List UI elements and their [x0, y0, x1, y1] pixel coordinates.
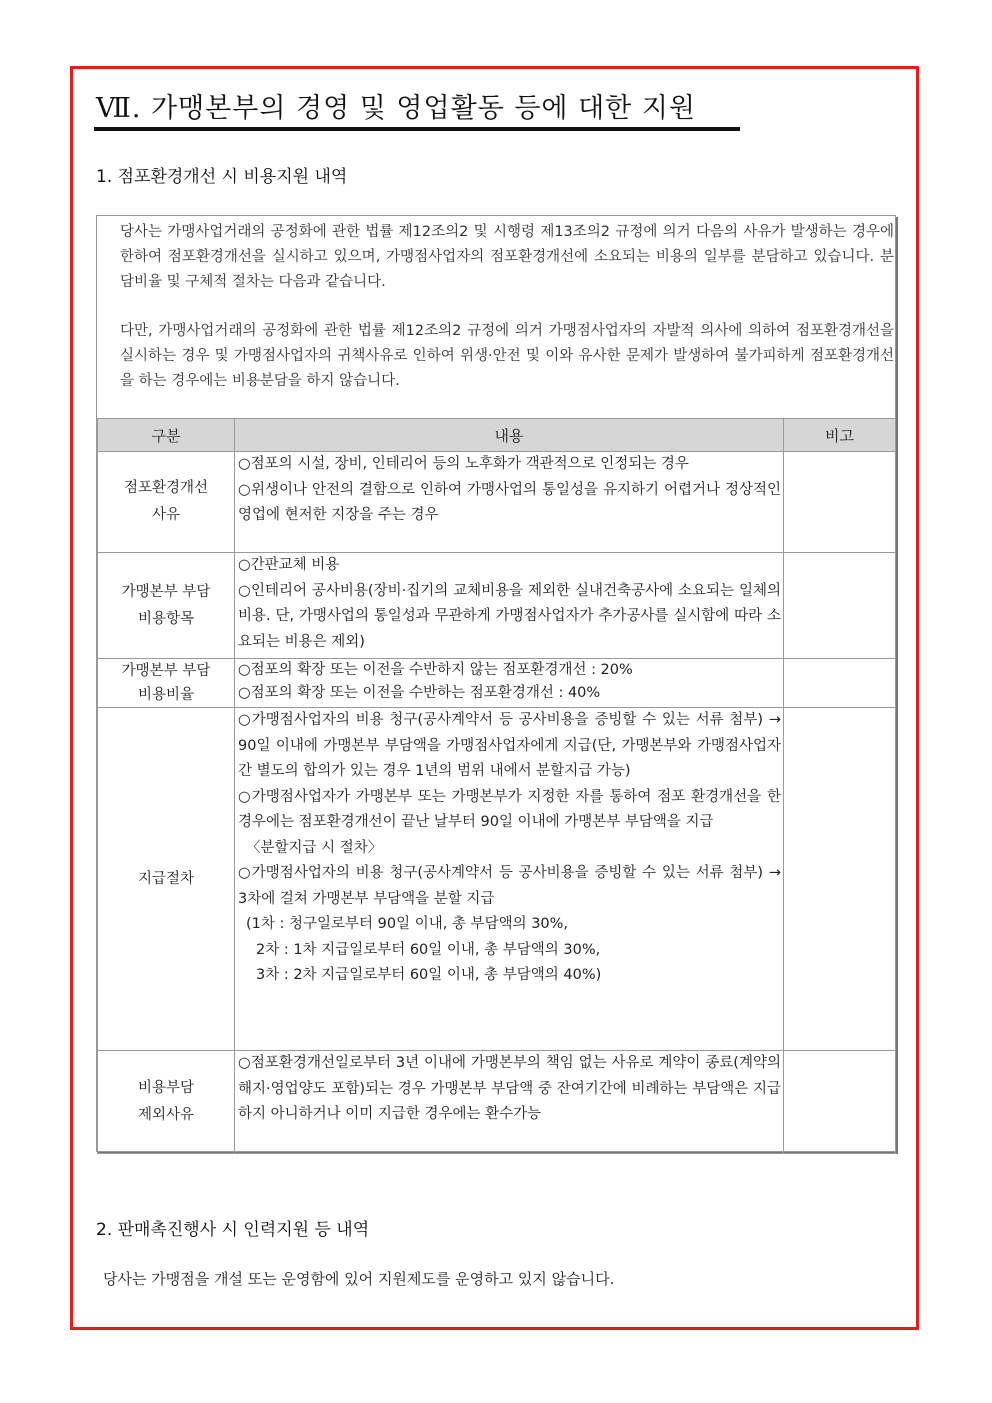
title-underline	[94, 127, 740, 131]
section-1-title: 1. 점포환경개선 시 비용지원 내역	[96, 167, 348, 187]
row-content: ○간판교체 비용 ○인테리어 공사비용(장비·집기의 교체비용을 제외한 실내건축공사에 소요되는 일체의 비용. 단, 가맹사업의 통일성과 무관하게 가맹점사업자가 추가공사를 실시함에 따라 소요되는 비용은 제외)	[235, 553, 784, 659]
section-2-body: 당사는 가맹점을 개설 또는 운영함에 있어 지원제도를 운영하고 있지 않습니다.	[103, 1270, 615, 1288]
row-content: ○가맹점사업자의 비용 청구(공사계약서 등 공사비용을 증빙할 수 있는 서류 첨부) → 90일 이내에 가맹본부 부담액을 가맹점사업자에게 지급(단, 가맹본부와 가맹점사업자간 별도의 합의가 있는 경우 1년의 범위 내에서 분할지급 가능) ○가맹점사업자가 가맹본부 또는 가맹본부가 지정한 자를 통하여 점포 환경개선을 한 경우에는 점포환경개선이 끝난 날부터 90일 이내에 가맹본부 부담액을 지급 〈분할지급 시 절차〉 ○가맹점사업자의 비용 청구(공사계약서 등 공사비용을 증빙할 수 있는 서류 첨부) → 3차에 걸쳐 가맹본부 부담액을 분할 지급 (1차 : 청구일로부터 90일 이내, 총 부담액의 30%, 2차 : 1차 지급일로부터 60일 이내, 총 부담액의 30%, 3차 : 2차 지급일로부터 60일 이내, 총 부담액의 40%)	[235, 708, 784, 1051]
row-label: 가맹본부 부담 비용항목	[98, 553, 235, 659]
row-remarks	[784, 452, 896, 553]
section-2-title: 2. 판매촉진행사 시 인력지원 등 내역	[96, 1220, 370, 1240]
header-category: 구분	[98, 419, 235, 452]
cost-support-table	[97, 418, 896, 1154]
table-header-row	[98, 419, 896, 452]
table-row	[98, 452, 896, 553]
row-content: ○점포환경개선일로부터 3년 이내에 가맹본부의 책임 없는 사유로 계약이 종료(계약의 해지·영업양도 포함)되는 경우 가맹본부 부담액 중 잔여기간에 비례하는 부담액은 지급하지 아니하거나 이미 지급한 경우에는 환수가능	[235, 1051, 784, 1154]
table-row	[98, 708, 896, 1051]
row-content: ○점포의 시설, 장비, 인테리어 등의 노후화가 객관적으로 인정되는 경우 ○위생이나 안전의 결함으로 인하여 가맹사업의 통일성을 유지하기 어렵거나 정상적인 영업에 현저한 지장을 주는 경우	[235, 452, 784, 553]
table-row	[98, 553, 896, 659]
row-remarks	[784, 1051, 896, 1154]
intro-paragraph-2: 다만, 가맹사업거래의 공정화에 관한 법률 제12조의2 규정에 의거 가맹점사업자의 자발적 의사에 의하여 점포환경개선을 실시하는 경우 및 가맹점사업자의 귀책사유로 인하여 위생·안전 및 이와 유사한 문제가 발생하여 불가피하게 점포환경개선을 하는 경우에는 비용분담을 하지 않습니다.	[120, 323, 894, 389]
table-row	[98, 659, 896, 708]
row-content: ○점포의 확장 또는 이전을 수반하지 않는 점포환경개선 : 20% ○점포의 확장 또는 이전을 수반하는 점포환경개선 : 40%	[235, 659, 784, 708]
store-improvement-box	[96, 215, 896, 1152]
row-remarks	[784, 659, 896, 708]
intro-paragraph-1: 당사는 가맹사업거래의 공정화에 관한 법률 제12조의2 및 시행령 제13조의2 규정에 의거 다음의 사유가 발생하는 경우에 한하여 점포환경개선을 실시하고 있으며, 가맹점사업자의 점포환경개선에 소요되는 비용의 일부를 분담하고 있습니다. 분담비율 및 구체적 절차는 다음과 같습니다.	[120, 224, 894, 290]
row-label: 점포환경개선 사유	[98, 452, 235, 553]
row-label: 지급절차	[98, 708, 235, 1051]
table-row	[98, 1051, 896, 1154]
header-content: 내용	[235, 419, 784, 452]
row-label: 가맹본부 부담 비용비율	[98, 659, 235, 708]
page-title: Ⅶ. 가맹본부의 경영 및 영업활동 등에 대한 지원	[96, 93, 696, 124]
header-remarks: 비고	[784, 419, 896, 452]
row-label: 비용부담 제외사유	[98, 1051, 235, 1154]
row-remarks	[784, 708, 896, 1051]
row-remarks	[784, 553, 896, 659]
